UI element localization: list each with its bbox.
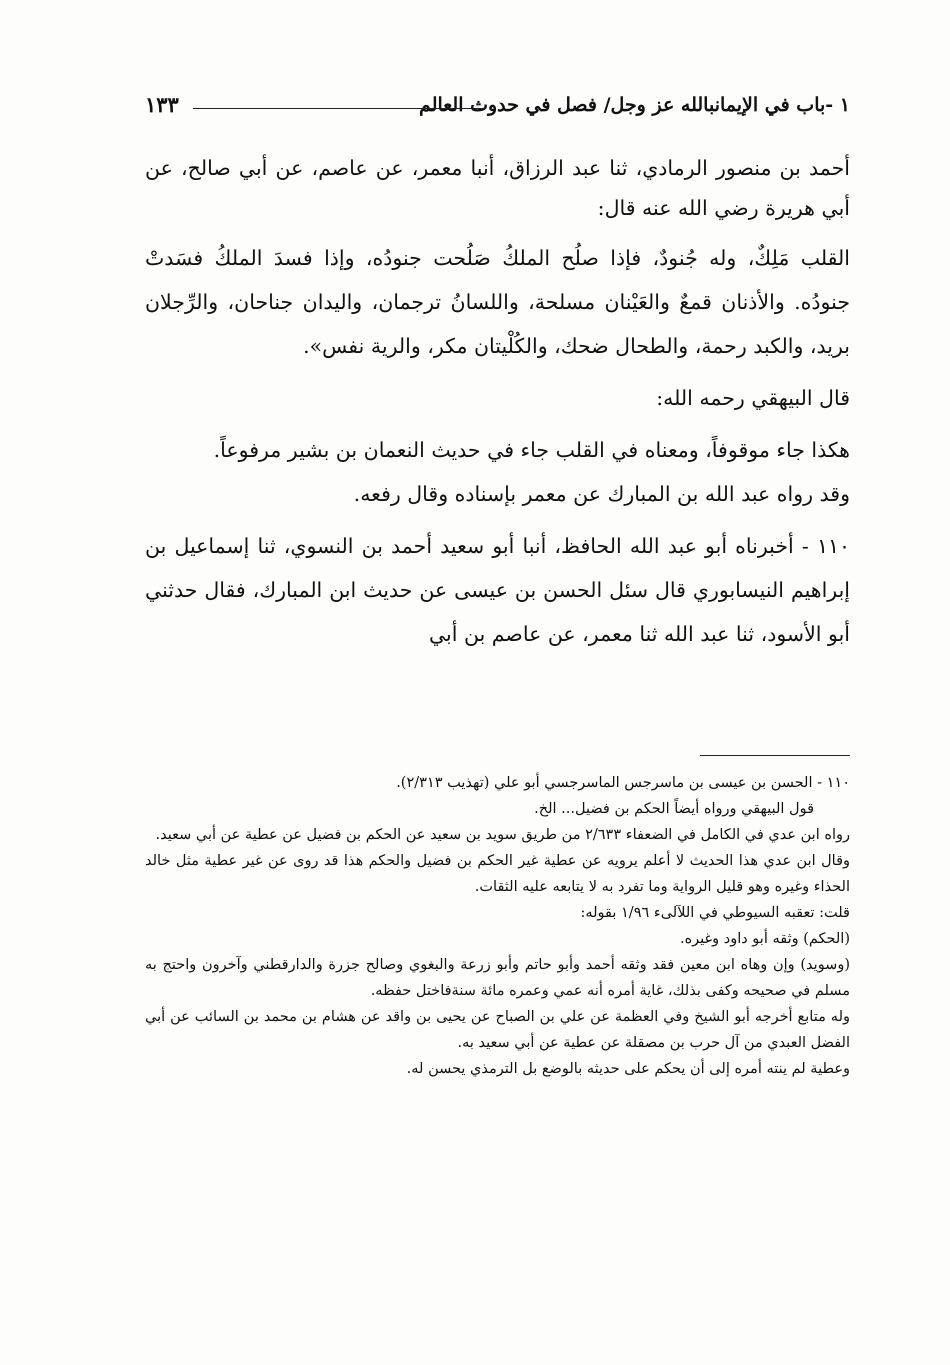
footnote-line: ١١٠ - الحسن بن عيسى بن ماسرجس الماسرجسي أبو علي (تهذيب ٢/٣١٣). [396,775,850,791]
header-title: ١ -باب في الإيمانبالله عز وجل/ فصل في حدوث العالم [419,94,850,116]
footnote-line: قلت: تعقبه السيوطي في اللآلىء ١/٩٦ بقوله: [580,905,850,921]
footnote-line: رواه ابن عدي في الكامل في الضعفاء ٢/٦٣٣ من طريق سويد بن سعيد عن الحكم بن فضيل عن عطية عن أبي سعيد. [155,827,850,843]
page-number: ١٣٣ [145,92,179,117]
paragraph-ibn-mubarak: وقد رواه عبد الله بن المبارك عن معمر بإسناده وقال رفعه. [353,482,850,506]
footnote-line: (الحكم) وثقه أبو داود وغيره. [679,931,850,947]
main-text [145,148,850,656]
footnote-line: وله متابع أخرجه أبو الشيخ وفي العظمة عن علي بن الصباح عن يحيى بن واقد عن هشام بن محمد بن السائب عن أبي الفضل العبدي من آل حرب بن مصقلة عن عطية عن أبي سعيد به. [145,1009,850,1051]
footnote-line: قول البيهقي ورواه أيضاً الحكم بن فضيل... الخ. [534,801,814,817]
paragraph-mawquf-note: هكذا جاء موقوفاً، ومعناه في القلب جاء في حديث النعمان بن بشير مرفوعاً. [213,438,850,462]
footnotes [145,770,850,1082]
paragraph-isnad-intro: أحمد بن منصور الرمادي، ثنا عبد الرزاق، أنبا معمر، عن عاصم، عن أبي صالح، عن أبي هريرة رضي الله عنه قال: [145,156,850,220]
paragraph-hadith-110: ١١٠ - أخبرناه أبو عبد الله الحافظ، أنبا أبو سعيد أحمد بن النسوي، ثنا إسماعيل بن إبراهيم النيسابوري قال سئل الحسن بن عيسى عن حديث ابن المبارك، فقال حدثني أبو الأسود، ثنا عبد الله ثنا معمر، عن عاصم بن أبي [145,534,850,646]
paragraph-bayhaqi-said: قال البيهقي رحمه الله: [656,386,850,410]
footnote-line: وعطية لم ينته أمره إلى أن يحكم على حديثه بالوضع بل الترمذي يحسن له. [406,1061,850,1077]
header-rule [193,108,485,109]
footnote-line: (وسويد) وإن وهاه ابن معين فقد وثقه أحمد وأبو حاتم وأبو زرعة والبغوي وصالح جزرة والدارقطني وآخرون واحتج به مسلم في صحيحه وكفى بذلك، غاية أمره أنه عمي وعمره مائة سنةفاختل حفظه. [145,957,850,999]
footnote-separator [700,755,850,756]
running-header [145,88,850,132]
footnote-line: وقال ابن عدي هذا الحديث لا أعلم يرويه عن عطية غير الحكم بن فضيل والحكم هذا قد روى عن غير عطية مثل خالد الحذاء وغيره وهو قليل الرواية وما تفرد به لا يتابعه عليه الثقات. [145,853,850,895]
paragraph-hadith-text: القلب مَلِكٌ، وله جُنودٌ، فإذا صلُح الملكُ صَلُحت جنودُه، وإذا فسدَ الملكُ فسَدتْ جنودُه. والأذنان قمعٌ والعَيْنان مسلحة، واللسانُ ترجمان، واليدان جناحان، والرِّجلان بريد، والكبد رحمة، والطحال ضحك، والكُلْيتان مكر، والرية نفس». [145,246,850,358]
